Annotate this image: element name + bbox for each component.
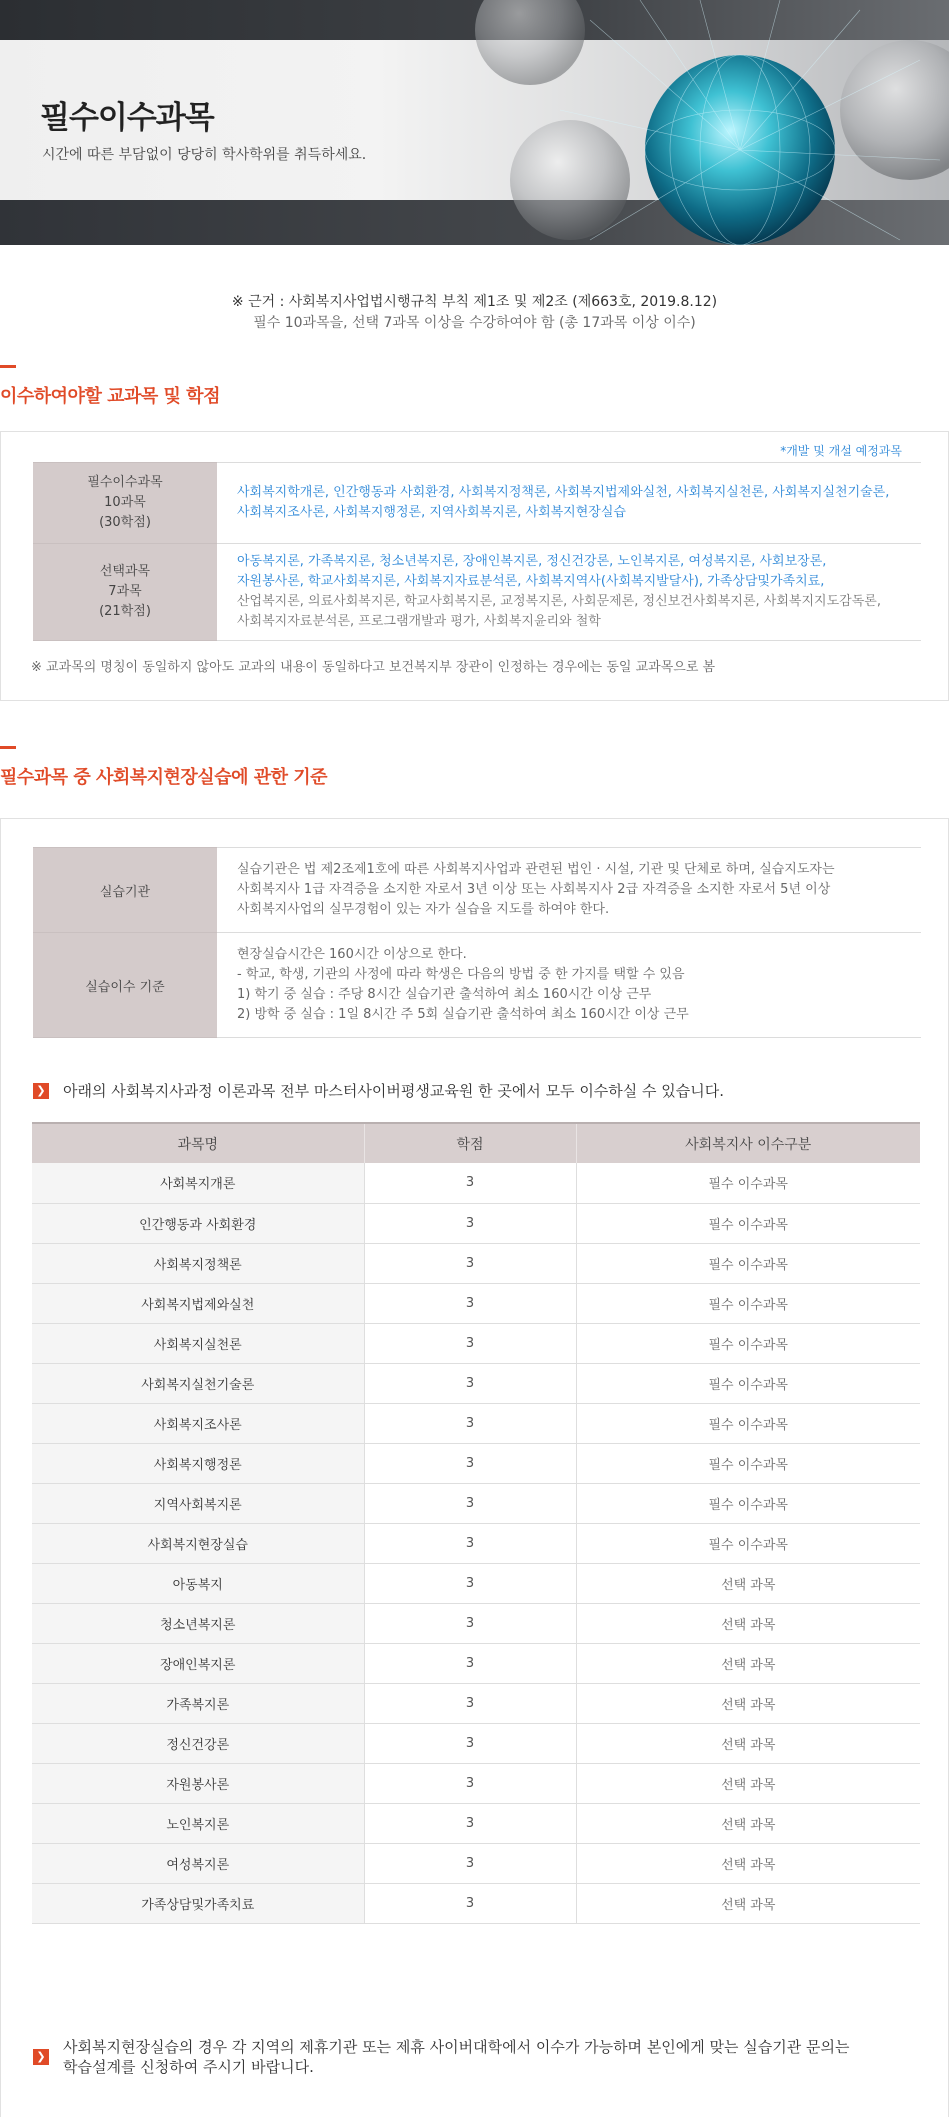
heading-accent-bar: [0, 365, 16, 368]
course-name-cell: 사회복지정책론: [32, 1243, 364, 1283]
course-name-cell: 자원봉사론: [32, 1763, 364, 1803]
credit-cell: 3: [364, 1843, 576, 1883]
credit-cell: 3: [364, 1523, 576, 1563]
category-cell: 선택 과목: [576, 1843, 920, 1883]
info-line: [33, 1081, 724, 1101]
category-cell: 필수 이수과목: [576, 1163, 920, 1203]
course-table-header: [32, 1123, 920, 1163]
credit-cell: 3: [364, 1563, 576, 1603]
required-courses-list: 사회복지학개론, 인간행동과 사회환경, 사회복지정책론, 사회복지법제와실천, 사회복지실천론, 사회복지실천기술론, 사회복지조사론, 사회복지행정론, 지역사회복지론, 사회복지현장실습: [217, 463, 921, 544]
legal-basis-note: [0, 292, 949, 334]
course-name-cell: 청소년복지론: [32, 1603, 364, 1643]
table-row: [32, 1643, 920, 1683]
category-cell: 필수 이수과목: [576, 1403, 920, 1443]
chevron-right-icon: ❯: [33, 2049, 49, 2065]
section-heading-practicum: [0, 746, 327, 789]
credit-cell: 3: [364, 1283, 576, 1323]
table-row: [32, 1323, 920, 1363]
table-row: [32, 1283, 920, 1323]
credit-cell: 3: [364, 1483, 576, 1523]
table-row: [32, 1523, 920, 1563]
elective-courses-list: 아동복지론, 가족복지론, 청소년복지론, 장애인복지론, 정신건강론, 노인복지론, 여성복지론, 사회보장론, 자원봉사론, 학교사회복지론, 사회복지자료분석론, 사회복지역사(사회복지발달사), 가족상담및가족치료, 산업복지론, 의료사회복지론, 학교사회복지론, 교정복지론, 사회문제론, 정신보건사회복지론, 사회복지지도감독론, 사회복지자료분석론, 프로그램개발과 평가, 사회복지윤리와 철학: [217, 544, 921, 641]
table-row: [32, 1763, 920, 1803]
course-name-cell: 인간행동과 사회환경: [32, 1203, 364, 1243]
section-heading-text: 필수과목 중 사회복지현장실습에 관한 기준: [0, 767, 328, 788]
course-name-cell: 사회복지실천론: [32, 1323, 364, 1363]
table-row: [32, 1803, 920, 1843]
category-cell: 필수 이수과목: [576, 1443, 920, 1483]
category-cell: 선택 과목: [576, 1763, 920, 1803]
category-cell: 필수 이수과목: [576, 1283, 920, 1323]
category-cell: 선택 과목: [576, 1883, 920, 1923]
requirement-summary-line: 필수 10과목을, 선택 7과목 이상을 수강하여야 함 (총 17과목 이상 이수): [253, 315, 696, 331]
planned-course-note: *개발 및 개설 예정과목: [780, 444, 902, 458]
elective-courses-label: 선택과목 7과목 (21학점): [33, 544, 217, 641]
credit-cell: 3: [364, 1443, 576, 1483]
required-courses-label: 필수이수과목 10과목 (30학점): [33, 463, 217, 544]
practicum-institution-label: 실습기관: [33, 848, 217, 933]
table-row: [32, 1603, 920, 1643]
table-row: [32, 1443, 920, 1483]
category-cell: 필수 이수과목: [576, 1243, 920, 1283]
category-cell: 선택 과목: [576, 1803, 920, 1843]
practicum-criteria-row: [33, 933, 921, 1038]
course-name-cell: 여성복지론: [32, 1843, 364, 1883]
table-row: [32, 1563, 920, 1603]
category-cell: 선택 과목: [576, 1683, 920, 1723]
category-cell: 필수 이수과목: [576, 1523, 920, 1563]
category-cell: 필수 이수과목: [576, 1323, 920, 1363]
course-list-table: [32, 1122, 920, 1924]
header-credit: 학점: [364, 1123, 576, 1163]
page-banner: [0, 0, 949, 245]
course-name-cell: 사회복지실천기술론: [32, 1363, 364, 1403]
page-subtitle: 시간에 따른 부담없이 당당히 학사학위를 취득하세요.: [42, 147, 367, 163]
credit-cell: 3: [364, 1323, 576, 1363]
course-requirement-box: [0, 431, 949, 701]
header-category: 사회복지사 이수구분: [576, 1123, 920, 1163]
category-cell: 필수 이수과목: [576, 1483, 920, 1523]
course-name-cell: 노인복지론: [32, 1803, 364, 1843]
section-heading-text: 이수하여야할 교과목 및 학점: [0, 386, 220, 407]
course-requirement-table: [33, 462, 921, 641]
course-name-cell: 사회복지조사론: [32, 1403, 364, 1443]
header-course-name: 과목명: [32, 1123, 364, 1163]
practicum-criteria-label: 실습이수 기준: [33, 933, 217, 1038]
credit-cell: 3: [364, 1643, 576, 1683]
category-cell: 선택 과목: [576, 1643, 920, 1683]
table-row: [32, 1403, 920, 1443]
table-row: [32, 1163, 920, 1203]
credit-cell: 3: [364, 1363, 576, 1403]
credit-cell: 3: [364, 1163, 576, 1203]
credit-cell: 3: [364, 1763, 576, 1803]
section-heading-courses: [0, 365, 220, 408]
table-row: [32, 1843, 920, 1883]
globe-network-image: [440, 0, 949, 245]
table-row: [32, 1723, 920, 1763]
course-name-footnote: ※ 교과목의 명칭이 동일하지 않아도 교과의 내용이 동일하다고 보건복지부 장관이 인정하는 경우에는 동일 교과목으로 봄: [31, 660, 716, 675]
category-cell: 필수 이수과목: [576, 1203, 920, 1243]
credit-cell: 3: [364, 1203, 576, 1243]
course-name-cell: 지역사회복지론: [32, 1483, 364, 1523]
legal-basis-line: ※ 근거 : 사회복지사업법시행규칙 부칙 제1조 및 제2조 (제663호, 2019.8.12): [231, 294, 718, 310]
credit-cell: 3: [364, 1883, 576, 1923]
credit-cell: 3: [364, 1403, 576, 1443]
course-name-cell: 사회복지현장실습: [32, 1523, 364, 1563]
category-cell: 선택 과목: [576, 1603, 920, 1643]
credit-cell: 3: [364, 1243, 576, 1283]
table-row: [32, 1203, 920, 1243]
table-row: [32, 1483, 920, 1523]
table-row: [32, 1683, 920, 1723]
info-text: 아래의 사회복지사과정 이론과목 전부 마스터사이버평생교육원 한 곳에서 모두 이수하실 수 있습니다.: [63, 1082, 725, 1100]
bottom-notice: [33, 2037, 850, 2077]
practicum-institution-row: [33, 848, 921, 933]
elective-courses-row: [33, 544, 921, 641]
course-name-cell: 사회복지개론: [32, 1163, 364, 1203]
category-cell: 필수 이수과목: [576, 1363, 920, 1403]
chevron-right-icon: ❯: [33, 1083, 49, 1099]
course-name-cell: 장애인복지론: [32, 1643, 364, 1683]
course-name-cell: 사회복지행정론: [32, 1443, 364, 1483]
page-title: 필수이수과목: [40, 100, 214, 136]
table-row: [32, 1363, 920, 1403]
course-name-cell: 가족상담및가족치료: [32, 1883, 364, 1923]
credit-cell: 3: [364, 1803, 576, 1843]
bottom-notice-text: 사회복지현장실습의 경우 각 지역의 제휴기관 또는 제휴 사이버대학에서 이수가 가능하며 본인에게 맞는 실습기관 문의는 학습설계를 신청하여 주시기 바랍니다.: [63, 2038, 850, 2076]
credit-cell: 3: [364, 1683, 576, 1723]
required-courses-row: [33, 463, 921, 544]
practicum-criteria-table: [33, 847, 921, 1038]
credit-cell: 3: [364, 1723, 576, 1763]
table-row: [32, 1883, 920, 1923]
course-name-cell: 사회복지법제와실천: [32, 1283, 364, 1323]
category-cell: 선택 과목: [576, 1563, 920, 1603]
practicum-institution-text: 실습기관은 법 제2조제1호에 따른 사회복지사업과 관련된 법인 · 시설, 기관 및 단체로 하며, 실습지도자는 사회복지사 1급 자격증을 소지한 자로서 3년 이상 또는 사회복지사 2급 자격증을 소지한 자로서 5년 이상 사회복지사업의 실무경험이 있는 자가 실습을 지도를 하여야 한다.: [217, 848, 921, 933]
heading-accent-bar: [0, 746, 16, 749]
practicum-criteria-text: 현장실습시간은 160시간 이상으로 한다. - 학교, 학생, 기관의 사정에 따라 학생은 다음의 방법 중 한 가지를 택할 수 있음 1) 학기 중 실습 : 주당 8시간 실습기관 출석하여 최소 160시간 이상 근무 2) 방학 중 실습 : 1일 8시간 주 5회 실습기관 출석하여 최소 160시간 이상 근무: [217, 933, 921, 1038]
course-name-cell: 정신건강론: [32, 1723, 364, 1763]
course-name-cell: 가족복지론: [32, 1683, 364, 1723]
category-cell: 선택 과목: [576, 1723, 920, 1763]
credit-cell: 3: [364, 1603, 576, 1643]
course-name-cell: 아동복지: [32, 1563, 364, 1603]
table-row: [32, 1243, 920, 1283]
